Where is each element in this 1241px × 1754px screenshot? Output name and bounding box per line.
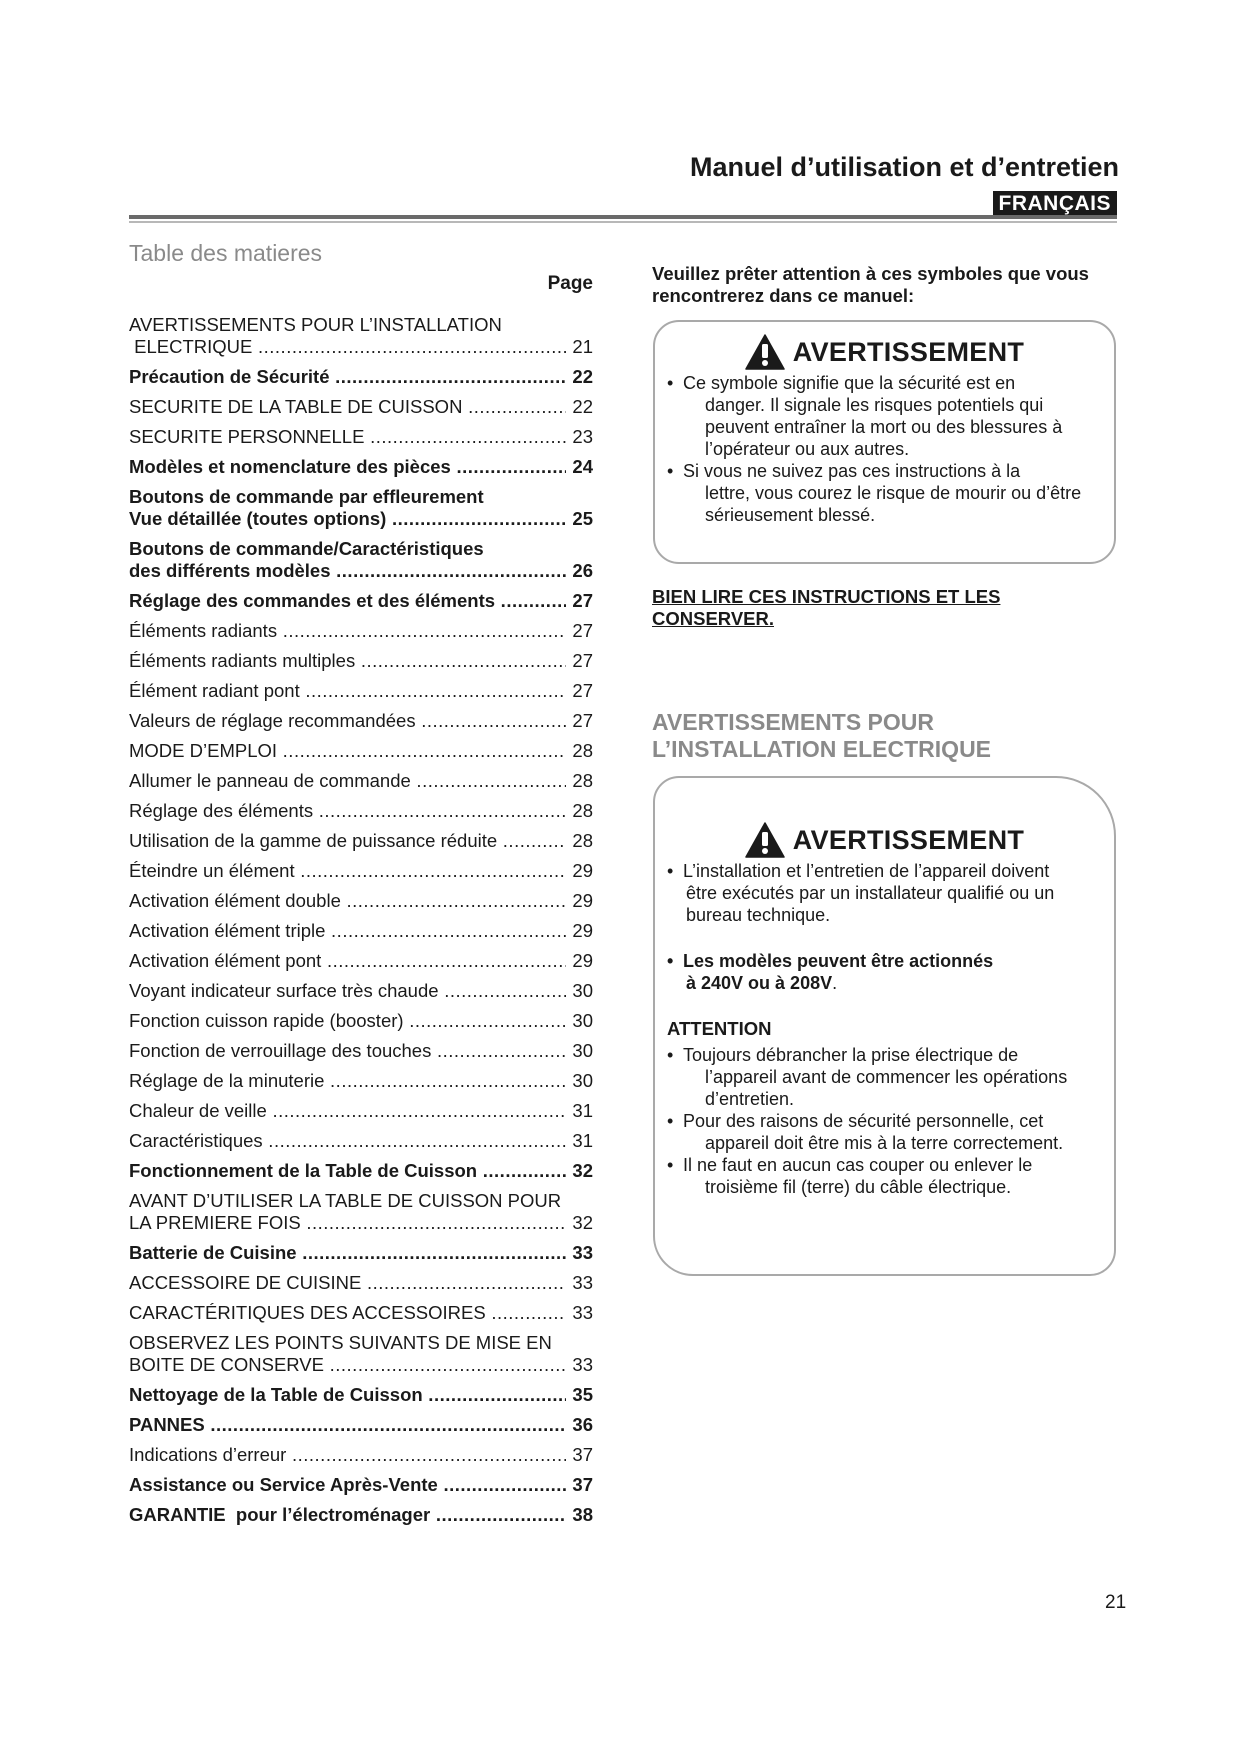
warning-box-electrical [653, 776, 1116, 1276]
toc-entry [129, 586, 593, 616]
toc-entry-page: 33 [572, 1272, 593, 1293]
toc-entry [129, 706, 593, 736]
toc-entry-label: Batterie de Cuisine ..... [129, 1242, 566, 1264]
toc-entry-page: 29 [572, 950, 593, 971]
toc-entry-label: Nettoyage de la Table de Cuisson ..... [129, 1384, 566, 1406]
toc-entry-label: Indications d’erreur ..... [129, 1444, 566, 1466]
toc-entry [129, 736, 593, 766]
toc-entry-page: 27 [572, 590, 593, 611]
toc-entry-page: 28 [572, 830, 593, 851]
toc-entry-label: SECURITE PERSONNELLE ..... [129, 426, 566, 448]
toc-entry-label: SECURITE DE LA TABLE DE CUISSON ..... [129, 396, 566, 418]
toc-entry-label: Boutons de commande/Caractéristiques des différents modèles ..... [129, 538, 566, 582]
toc-entry-label: Modèles et nomenclature des pièces ..... [129, 456, 566, 478]
toc-entry-page: 24 [572, 456, 593, 477]
page-number: 21 [1105, 1592, 1127, 1613]
toc-entry-label: AVANT D’UTILISER LA TABLE DE CUISSON POUR LA PREMIERE FOIS ..... [129, 1190, 566, 1234]
toc-entry [129, 766, 593, 796]
toc-entry-label: MODE D’EMPLOI ..... [129, 740, 566, 762]
warning-list [655, 372, 1114, 526]
list-item: • Si vous ne suivez pas ces instructions à la lettre, vous courez le risque de mourir ou d’être sérieusement blessé. [667, 460, 1096, 526]
warning-header [655, 822, 1114, 858]
list-item: • L’installation et l’entretien de l’appareil doivent être exécutés par un installateur qualifié ou un bureau technique. [667, 860, 1096, 926]
toc-entry-page: 31 [572, 1130, 593, 1151]
toc-entry-page: 29 [572, 860, 593, 881]
toc-entry-label: Caractéristiques ..... [129, 1130, 566, 1152]
toc-entry [129, 452, 593, 482]
header-rule [129, 215, 1117, 219]
toc-entry [129, 1440, 593, 1470]
toc-entry-label: ACCESSOIRE DE CUISINE ..... [129, 1272, 566, 1294]
toc-entry [129, 1096, 593, 1126]
toc-entry [129, 1410, 593, 1440]
toc-entry-page: 26 [572, 560, 593, 581]
toc-entry-label: OBSERVEZ LES POINTS SUIVANTS DE MISE EN BOITE DE CONSERVE ..... [129, 1332, 566, 1376]
table-of-contents [129, 310, 593, 1530]
read-instructions-notice: BIEN LIRE CES INSTRUCTIONS ET LES CONSERVER. [652, 586, 1001, 629]
attention-heading: ATTENTION [667, 1018, 772, 1039]
toc-entry-page: 27 [572, 650, 593, 671]
toc-entry [129, 482, 593, 534]
toc-entry-page: 33 [572, 1242, 593, 1263]
warning-list [655, 860, 1114, 994]
toc-entry-label: Voyant indicateur surface très chaude ..... [129, 980, 566, 1002]
toc-entry [129, 310, 593, 362]
toc-entry [129, 1268, 593, 1298]
intro-text: Veuillez prêter attention à ces symboles que vous rencontrerez dans ce manuel: [652, 263, 1089, 306]
toc-entry-page: 29 [572, 920, 593, 941]
list-item: • Ce symbole signifie que la sécurité est en danger. Il signale les risques potentiels qui peuvent entraîner la mort ou des blessures à l’opérateur ou aux autres. [667, 372, 1096, 460]
toc-entry [129, 976, 593, 1006]
toc-entry [129, 1036, 593, 1066]
toc-entry-page: 28 [572, 740, 593, 761]
warning-header [655, 334, 1114, 370]
toc-entry-label: PANNES ..... [129, 1414, 566, 1436]
toc-entry [129, 1066, 593, 1096]
toc-entry [129, 916, 593, 946]
toc-entry-page: 27 [572, 620, 593, 641]
toc-entry-label: Éléments radiants ..... [129, 620, 566, 642]
toc-entry-page: 30 [572, 1070, 593, 1091]
warning-title: AVERTISSEMENT [792, 824, 1025, 855]
toc-entry [129, 616, 593, 646]
toc-entry [129, 1298, 593, 1328]
attention-list [655, 1044, 1114, 1198]
toc-entry-page: 28 [572, 800, 593, 821]
toc-entry-label: Réglage des éléments ..... [129, 800, 566, 822]
toc-entry-page: 25 [572, 508, 593, 529]
toc-entry-label: Fonction de verrouillage des touches ..... [129, 1040, 566, 1062]
toc-entry-label: Activation élément pont ..... [129, 950, 566, 972]
toc-entry-label: Chaleur de veille ..... [129, 1100, 566, 1122]
toc-entry [129, 392, 593, 422]
toc-entry-label: Valeurs de réglage recommandées ..... [129, 710, 566, 732]
toc-entry-page: 27 [572, 710, 593, 731]
toc-entry [129, 1328, 593, 1380]
toc-entry [129, 856, 593, 886]
toc-entry [129, 1156, 593, 1186]
header-rule-secondary [129, 221, 1117, 223]
toc-entry-label: Élément radiant pont ..... [129, 680, 566, 702]
warning-box-symbols [653, 320, 1116, 564]
toc-entry [129, 796, 593, 826]
document-title: Manuel d’utilisation et d’entretien [689, 152, 1119, 182]
toc-entry-page: 23 [572, 426, 593, 447]
toc-entry-page: 28 [572, 770, 593, 791]
toc-entry [129, 676, 593, 706]
warning-triangle-icon [745, 334, 785, 370]
toc-entry [129, 1186, 593, 1238]
toc-entry-label: Activation élément double ..... [129, 890, 566, 912]
toc-title: Table des matieres [129, 240, 323, 266]
toc-entry-page: 35 [572, 1384, 593, 1405]
toc-entry-page: 32 [572, 1160, 593, 1181]
toc-entry-page: 30 [572, 980, 593, 1001]
toc-entry-label: Assistance ou Service Après-Vente ..... [129, 1474, 566, 1496]
language-badge: FRANÇAIS [993, 191, 1118, 218]
toc-entry-label: GARANTIE pour l’électroménager ..... [129, 1504, 566, 1526]
toc-entry-label: AVERTISSEMENTS POUR L’INSTALLATION ELECTRIQUE ..... [129, 314, 566, 358]
toc-entry-page: 38 [572, 1504, 593, 1525]
toc-entry-page: 30 [572, 1040, 593, 1061]
toc-entry-label: Éteindre un élément ..... [129, 860, 566, 882]
toc-entry-page: 22 [572, 396, 593, 417]
toc-entry [129, 1126, 593, 1156]
toc-entry [129, 362, 593, 392]
electrical-section-heading: AVERTISSEMENTS POUR L’INSTALLATION ELECTRIQUE [652, 709, 992, 762]
toc-entry-page: 30 [572, 1010, 593, 1031]
toc-page-heading: Page [547, 273, 593, 294]
toc-entry-label: CARACTÉRITIQUES DES ACCESSOIRES ..... [129, 1302, 566, 1324]
toc-entry [129, 1380, 593, 1410]
toc-entry-label: Allumer le panneau de commande ..... [129, 770, 566, 792]
list-item: • Il ne faut en aucun cas couper ou enlever le troisième fil (terre) du câble électrique. [667, 1154, 1096, 1198]
toc-entry [129, 826, 593, 856]
toc-entry [129, 422, 593, 452]
list-item: • Les modèles peuvent être actionnés à 240V ou à 208V. [667, 950, 1096, 994]
toc-entry-page: 27 [572, 680, 593, 701]
toc-entry [129, 646, 593, 676]
toc-entry [129, 1006, 593, 1036]
toc-entry-label: Boutons de commande par effleurement Vue détaillée (toutes options) ..... [129, 486, 566, 530]
toc-entry [129, 886, 593, 916]
toc-entry-label: Réglage des commandes et des éléments ..... [129, 590, 566, 612]
toc-entry [129, 1500, 593, 1530]
toc-entry-page: 37 [572, 1444, 593, 1465]
toc-entry [129, 1238, 593, 1268]
toc-entry-label: Fonctionnement de la Table de Cuisson ..... [129, 1160, 566, 1182]
toc-entry [129, 1470, 593, 1500]
toc-entry-page: 32 [572, 1212, 593, 1233]
toc-entry-label: Précaution de Sécurité ..... [129, 366, 566, 388]
toc-entry-label: Activation élément triple ..... [129, 920, 566, 942]
toc-entry-page: 29 [572, 890, 593, 911]
warning-title: AVERTISSEMENT [792, 336, 1025, 367]
toc-entry-page: 33 [572, 1302, 593, 1323]
toc-entry [129, 534, 593, 586]
toc-entry-page: 37 [572, 1474, 593, 1495]
toc-entry-label: Utilisation de la gamme de puissance réduite ..... [129, 830, 566, 852]
warning-triangle-icon [745, 822, 785, 858]
toc-entry-label: Fonction cuisson rapide (booster) ..... [129, 1010, 566, 1032]
toc-entry-page: 22 [572, 366, 593, 387]
toc-entry-page: 33 [572, 1354, 593, 1375]
toc-entry-page: 31 [572, 1100, 593, 1121]
list-item: • Pour des raisons de sécurité personnelle, cet appareil doit être mis à la terre correctement. [667, 1110, 1096, 1154]
toc-entry [129, 946, 593, 976]
toc-entry-page: 21 [572, 336, 593, 357]
toc-entry-page: 36 [572, 1414, 593, 1435]
toc-entry-label: Éléments radiants multiples ..... [129, 650, 566, 672]
toc-entry-label: Réglage de la minuterie ..... [129, 1070, 566, 1092]
list-item: • Toujours débrancher la prise électrique de l’appareil avant de commencer les opérations d’entretien. [667, 1044, 1096, 1110]
